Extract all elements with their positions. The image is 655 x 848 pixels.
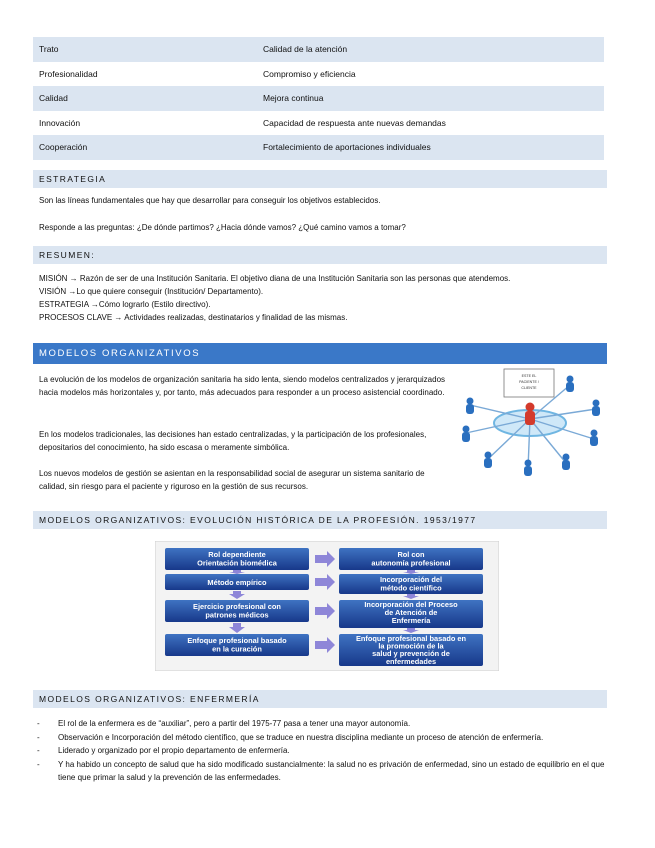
estrategia-paragraph: Son las líneas fundamentales que hay que desarrollar para conseguir los objetivos establecidos. <box>39 196 381 205</box>
table-cell: Capacidad de respuesta ante nuevas demandas <box>257 111 604 136</box>
right-text-1: Rol con autonomía profesional <box>371 550 451 568</box>
modelos-paragraph-1: La evolución de los modelos de organización sanitaria ha sido lenta, siendo modelos centralizados y jerarquizados hacia modelos más horizontales y, por tanto, más adecuados para responder a un proceso asistencial coordinado. <box>39 375 446 397</box>
modelos-paragraph-3: Los nuevos modelos de gestión se asientan en la responsabilidad social de asegurar un sistema sanitario de calidad, sin riesgo para el paciente y riguroso en la gestión de sus recursos. <box>39 469 425 491</box>
values-table <box>33 37 604 160</box>
evolucion-heading: MODELOS ORGANIZATIVOS: EVOLUCIÓN HISTÓRICA DE LA PROFESIÓN. 1953/1977 <box>33 511 607 529</box>
table-row <box>33 37 604 62</box>
resumen-estrategia: ESTRATEGIA →Cómo lograrlo (Estilo directivo). <box>39 300 211 309</box>
svg-text:CLIENTE: CLIENTE <box>521 386 537 390</box>
modelos-heading: MODELOS ORGANIZATIVOS <box>33 343 607 364</box>
table-cell: Cooperación <box>33 135 257 160</box>
left-text-4: Enfoque profesional basado en la curación <box>187 636 287 654</box>
right-text-4: Enfoque profesional basado en la promoción de la salud y prevención de enfermedades <box>355 634 467 666</box>
table-cell: Mejora continua <box>257 86 604 111</box>
left-text-3: Ejercicio profesional con patrones médicos <box>193 602 281 620</box>
right-text-3: Incorporación del Proceso de Atención de Enfermería <box>364 600 458 625</box>
patient-network-illustration <box>458 367 606 477</box>
list-item: - Observación e Incorporación del método científico, que se traduce en nuestra disciplina mediante un proceso de atención de enfermería. <box>33 731 607 745</box>
evolution-diagram <box>155 541 499 671</box>
modelos-paragraph-2: En los modelos tradicionales, las decisiones han estado centralizadas, y la participación de los profesionales, depositarios del conocimiento, ha sido escasa o meramente simbólica. <box>39 430 427 452</box>
list-item: - El rol de la enfermera es de “auxiliar”, pero a partir del 1975-77 pasa a tener una mayor autonomía. <box>33 717 607 731</box>
table-cell: Fortalecimiento de aportaciones individuales <box>257 135 604 160</box>
table-cell: Calidad <box>33 86 257 111</box>
resumen-vision: VISIÓN →Lo que quiere conseguir (Institución/ Departamento). <box>39 287 264 296</box>
table-row <box>33 135 604 160</box>
table-cell: Profesionalidad <box>33 62 257 87</box>
resumen-procesos: PROCESOS CLAVE → Actividades realizadas, destinatarios y finalidad de las mismas. <box>39 313 348 322</box>
left-text-2: Método empírico <box>207 578 267 587</box>
resumen-lines <box>39 272 619 324</box>
right-text-2: Incorporación del método científico <box>379 575 443 593</box>
enfermeria-list <box>33 717 607 785</box>
list-item: - Y ha habido un concepto de salud que ha sido modificado sustancialmente: la salud no es privación de enfermedad, sino un estado de equilibrio en el que tiene que primar la salud y la prevención de las enfermedades. <box>33 758 607 785</box>
table-cell: Trato <box>33 37 257 62</box>
list-item: - Liderado y organizado por el propio departamento de enfermería. <box>33 744 607 758</box>
svg-text:PACIENTE /: PACIENTE / <box>519 380 539 384</box>
table-cell: Compromiso y eficiencia <box>257 62 604 87</box>
estrategia-heading: ESTRATEGIA <box>33 170 607 188</box>
resumen-mision: MISIÓN → Razón de ser de una Institución Sanitaria. El objetivo diana de una Institución Sanitaria son las personas que atendemos. <box>39 274 511 283</box>
table-row <box>33 62 604 87</box>
estrategia-questions: Responde a las preguntas: ¿De dónde partimos? ¿Hacia dónde vamos? ¿Qué camino vamos a tomar? <box>39 223 406 232</box>
table-cell: Calidad de la atención <box>257 37 604 62</box>
table-row <box>33 111 604 136</box>
table-row <box>33 86 604 111</box>
table-cell: Innovación <box>33 111 257 136</box>
left-text-1: Rol dependiente Orientación biomédica <box>197 550 277 568</box>
enfermeria-heading: MODELOS ORGANIZATIVOS: ENFERMERÍA <box>33 690 607 708</box>
resumen-heading: RESUMEN: <box>33 246 607 264</box>
svg-text:ESTE EL: ESTE EL <box>521 374 537 378</box>
